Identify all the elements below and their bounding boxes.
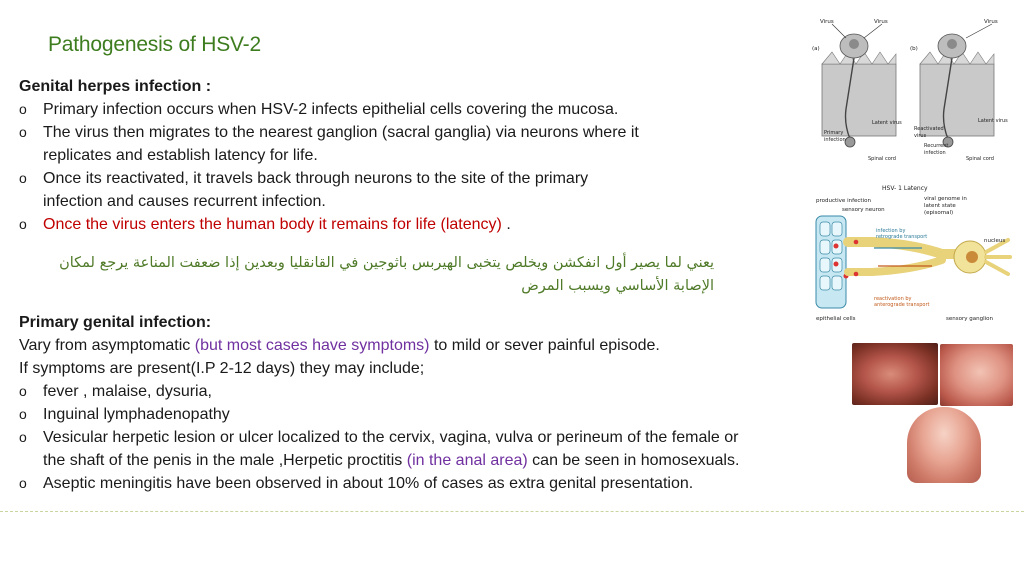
cell-nucleus-b [947,39,957,49]
primary-bullet-3-line-2 [43,449,739,472]
slide-title: Pathogenesis of HSV-2 [48,33,261,56]
symptoms-highlight: (but most cases have symptoms) [194,337,430,354]
retrograde-label-1: infection by [876,228,906,234]
recurrent-label-2: infection [924,150,946,156]
arabic-note-line-2: الإصابة الأساسي ويسبب المرض [521,278,714,294]
primary-bullet-4: Aseptic meningitis have been observed in about 10% of cases as extra genital presentation. [43,475,694,492]
virus-particle-icon [834,262,839,267]
genital-herpes-heading: Genital herpes infection : [19,78,212,95]
bullet-marker: o [19,475,27,491]
bullet-marker: o [19,124,27,140]
viral-genome-label-1: viral genome in [924,196,967,202]
latent-virus-label: Latent virus [872,120,902,126]
sensory-neuron [848,240,1010,277]
primary-line-1-c: to mild or sever painful episode. [429,337,660,354]
panel-b [910,19,1008,162]
bullet-marker: o [19,429,27,445]
genital-bullet-1: Primary infection occurs when HSV-2 infects epithelial cells covering the mucosa. [43,101,619,118]
sensory-neuron-label: sensory neuron [842,207,885,213]
anterograde-label-1: reactivation by [874,296,912,302]
lesion-photo-2 [940,344,1013,406]
arabic-note-line-1: يعني لما يصير أول انفكشن ويخلص يتخبى الهيربس باثوجين في القانقليا وبعدين إذا ضعفت المناعة يرجع لمكان [59,255,714,271]
retrograde-label-2: retrograde transport [876,234,928,240]
hsv-infection-diagram [810,14,1014,166]
viral-genome-label-2: latent state [924,203,956,209]
dashed-divider [0,511,1024,512]
virus-particle-icon [834,244,839,249]
epithelial-cells-label: epithelial cells [816,316,856,322]
epithelial-cells [816,216,849,308]
neuron-nucleus [966,251,978,263]
bullet-marker: o [19,406,27,422]
latent-virus-label: Latent virus [978,118,1008,124]
primary-bullet-1: fever , malaise, dysuria, [43,383,212,400]
reactivated-label-2: virus [914,133,927,139]
virus-label: Virus [874,19,888,25]
reactivated-label-1: Reactivated [914,126,944,132]
viral-genome-label-3: (episomal) [924,210,954,216]
primary-line-2: If symptoms are present(I.P 2-12 days) they may include; [19,360,425,377]
spinal-cord-label: Spinal cord [966,156,994,162]
bullet-marker: o [19,216,27,232]
genital-bullet-2-line-1: The virus then migrates to the nearest ganglion (sacral ganglia) via neurons where it [43,124,639,141]
primary-infection-heading: Primary genital infection: [19,314,212,331]
lesion-photo-3 [907,407,981,483]
cell-nucleus-a [849,39,859,49]
bullet-marker: o [19,101,27,117]
primary-bullet-2: Inguinal lymphadenopathy [43,406,230,423]
ganglion-a [845,137,855,147]
bullet-marker: o [19,383,27,399]
spinal-cord-label: Spinal cord [868,156,896,162]
bullet-marker: o [19,170,27,186]
lesion-photo-1 [852,343,938,405]
primary-infection-label-1: Primary [824,130,844,136]
primary-bullet-3-line-2-a: the shaft of the penis in the male ,Herpetic proctitis [43,452,407,469]
genital-bullet-3-line-1: Once its reactivated, it travels back through neurons to the site of the primary [43,170,589,187]
panel-a-label: (a) [812,46,820,52]
bullet-4-end: . [501,216,511,233]
panel-a [812,19,902,162]
productive-infection-label: productive infection [816,198,871,204]
anterograde-label-2: anterograde transport [874,302,930,308]
primary-bullet-3-line-2-c: can be seen in homosexuals. [527,452,740,469]
hsv-latency-diagram [812,182,1012,324]
recurrent-label-1: Recurrent [924,143,949,149]
genital-bullet-3-line-2: infection and causes recurrent infection. [43,193,326,210]
primary-line-1 [19,334,660,357]
anal-area-highlight: (in the anal area) [406,452,528,469]
genital-bullet-4 [43,213,511,236]
primary-bullet-3-line-1: Vesicular herpetic lesion or ulcer localized to the cervix, vagina, vulva or perineum of the female or [43,429,739,446]
latency-diagram-title: HSV- 1 Latency [882,185,928,192]
virus-label: Virus [820,19,834,25]
genital-bullet-2-line-2: replicates and establish latency for life. [43,147,318,164]
nucleus-label: nucleus [984,238,1006,244]
sensory-ganglion-label: sensory ganglion [946,316,993,322]
primary-infection-label-2: infection [824,137,846,143]
latency-highlight: Once the virus enters the human body it remains for life (latency) [43,216,502,233]
primary-line-1-a: Vary from asymptomatic [19,337,195,354]
panel-b-label: (b) [910,46,918,52]
virus-label: Virus [984,19,998,25]
